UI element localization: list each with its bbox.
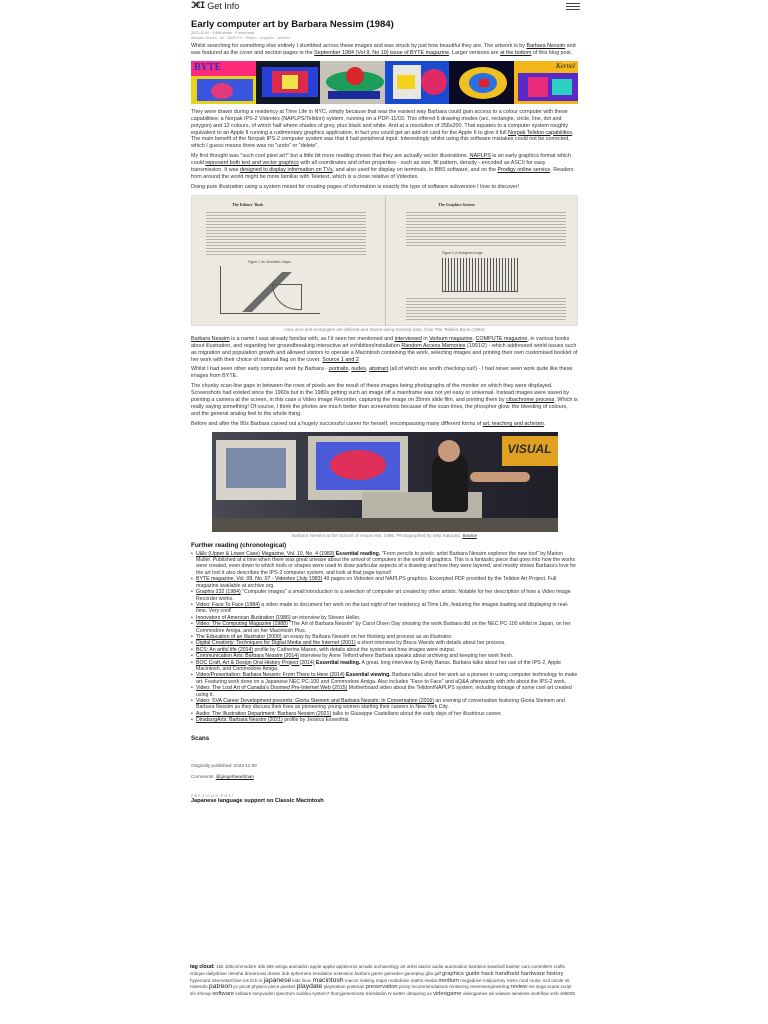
list-item: • BYTE magazine, Vol. 09, No. 07 - Videotex (July 1983) 49 pages on Videotex and NAPLPS graphics. Excerpted PDF provided by the Telidon Art Project. Full magazine available at archive.org. (191, 576, 578, 589)
list-item: • The Education of an Illustrator (2000) an essay by Barbara Nessim on her thinking and process as an illustrator. (191, 634, 578, 640)
link-portraits[interactable]: portraits (328, 366, 349, 373)
post-content (191, 19, 578, 805)
photo-caption: Barbara Nessim at the School of Visual Arts, 1986. Photographed by Seiji Kakizaki. Source (292, 532, 477, 538)
link-vector-graphics[interactable]: represent both text and vector graphics (205, 160, 299, 167)
reading-link[interactable]: Video: The Computing Magazine (1988) (196, 621, 288, 628)
reading-link[interactable]: Video: SVA Career Development presents: Gloria Steinem and Barbara Nessim: In Conversation (2016) (196, 698, 434, 704)
link-photo-source[interactable]: Source (462, 532, 477, 538)
tag-software[interactable]: software (212, 991, 235, 998)
site-brand[interactable] (191, 1, 239, 11)
paragraph-scanlines: The chunky scan-line gaps in between the rows of pixels are the result of these images being photographs of the monitor on which they were displayed. Screenshots had existed since the 1960s but in the 1980s getting such an image off a mainframe was not yet easy or universal. Instead images were saved by pointing a camera at the screen, in this case a Video Image Recorder, capturing the image on 35mm slide film, and printing them by cibachrome process. Which is really saying something! Of course, I think the photos are much better than screenshots because of the scan-lines, the phosphor glow, the bleeding of colours, and the general analog feel to the whole thing. (191, 383, 578, 417)
reading-link[interactable]: BCS: An artful life (2014) (196, 646, 254, 653)
tag-list[interactable]: videogames wii wiiware windows workflow xmb x68000 (462, 991, 576, 997)
intro-paragraph: Whilst searching for something else entirely I stumbled across these images and was struck by just how beautiful they are. The artwork is by Barbara Nessim and was featured as the cover and section pages in the September 1984 (Vol 9, No 10) issue of BYTE magazine. Larger versions are at the bottom of this blog post. (191, 43, 576, 56)
site-logo: Ɔ€I (191, 1, 205, 11)
paragraph-career: Before and after the 80s Barbara carved out a hugely successful career for herself, encompassing many different forms of art, teaching and activism. (191, 420, 546, 427)
list-item: • Communication Arts: Barbara Nessim (2014) interview by Anne Telford where Barbara speaks about archiving and keeping her work fresh. (191, 653, 578, 659)
list-item: • BCS: An artful life (2014) profile by Catherine Mason, with details about the system and how images were output. (191, 647, 578, 653)
list-item: • Graphis 232 (1984) "Computer images" a small introduction to a selection of computer art created by other artists. Notable for her description of how a Video Image Recorder works. (191, 589, 578, 602)
spread-right-heading: The Graphics System (438, 201, 475, 207)
thumbnail-4[interactable] (385, 61, 450, 104)
reading-link[interactable]: Innovators of American Illustration (1986) (196, 614, 291, 621)
tag-list[interactable]: kids linux (292, 977, 312, 983)
thumbnail-kernel[interactable]: Kernel (514, 61, 579, 104)
tag-review[interactable]: review (510, 984, 528, 991)
tag-list[interactable]: hypercard internetarchive ios itch.io (190, 977, 263, 983)
post-title: Early computer art by Barbara Nessim (1984) (191, 19, 394, 30)
link-abstract[interactable]: abstract (369, 366, 389, 373)
spread-left-figure-caption: Figure 1: An Geometric Shape (248, 259, 291, 264)
reading-link[interactable]: Graphis 232 (1984) (196, 589, 241, 596)
tag-cloud (190, 964, 578, 998)
tag-list[interactable]: solitaire sonyvaden spectrum sudoku system7 thonyjamesmoto translation tv twitter ultrapong ux (235, 991, 432, 997)
tag-list[interactable]: piece pixelart (268, 984, 296, 990)
tag-list[interactable]: playstation postman (323, 984, 365, 990)
nessim-photo[interactable] (212, 432, 558, 532)
menu-icon[interactable] (566, 3, 580, 10)
thumbnail-5[interactable] (449, 61, 514, 104)
link-naplps[interactable]: NAPLPS (469, 153, 491, 160)
reading-link[interactable]: Digital Creativity: Techniques for Digital Media and the Internet (2001) (196, 640, 356, 647)
telidon-book-spread[interactable] (191, 195, 578, 326)
reading-link[interactable]: BOC Craft, Art & Design Oral History Project (2014) (196, 659, 315, 666)
spread-left-heading: The Editors' Book (232, 201, 264, 207)
link-at-the-bottom[interactable]: at the bottom (499, 49, 532, 56)
link-barbara-nessim-2[interactable]: Barbara Nessim (191, 335, 230, 342)
tag-macintosh[interactable]: macintosh (312, 976, 344, 984)
link-art-teaching-activism[interactable]: art, teaching and activism (482, 420, 544, 427)
link-random-access-memories[interactable]: Random Access Memories (401, 342, 466, 349)
scans-heading: Scans (191, 734, 210, 742)
previous-post-link[interactable]: Japanese language support on Classic Macintosh (191, 798, 324, 804)
tag-preservation[interactable]: preservation (365, 984, 398, 991)
reading-link[interactable]: Video: The Lost Art of Canada's Doomed Pre-Internet Web (2015) (196, 685, 348, 692)
further-reading-list (191, 551, 578, 724)
list-item: • Innovators of American Illustration (1986) an interview by Steven Heller. (191, 615, 578, 621)
list-item: • Video/Presentation: Barbara Nessim: From There to Here (2014) Essential viewing. Barbara talks about her work as a pioneer in using computer technology to make art. Featuring work done on a Japanese NEC PC-100 and Commodore Amiga. Also includes "Face to Face" and aQ&A afterwards with info about the IPS-2 work. (191, 672, 578, 685)
photo-screen-text: VISUAL (507, 441, 552, 456)
spread-caption: How arcs and rectangles are defined and stored using minimal data, from The Telidon Book (1984) (284, 326, 485, 332)
tag-list[interactable]: pc pico8 physics (233, 984, 267, 990)
reading-link[interactable]: Video/Presentation: Barbara Nessim: From There to Here (2014) (196, 672, 345, 679)
originally-published: Originally published: 2023-11-09 (191, 763, 257, 769)
link-norpak-telidon[interactable]: Norpak Telidon capabilities (508, 129, 573, 136)
paragraph-familiar: Barbara Nessim is a name I was already familiar with, as I'd seen her mentioned and interviewed in Verbum magazine, COMPUTE magazine, in various books about illustration, and regarding her groundbreaking interactive art exhibition/installation Random Access Memories (1991/2) - which addressed world issues such as migration and population growth and allowed visitors to operate a Macintosh containing the work, selecting images and printing their own customised booklet of her work with their choice of national flag on the cover. Source 1 and 2 (191, 335, 578, 363)
reading-link[interactable]: The Education of an Illustrator (2000) (196, 633, 282, 640)
comments-line: Comments: @gingerbeardman (191, 774, 254, 780)
link-nudes[interactable]: nudes (351, 366, 366, 373)
link-sources[interactable]: Source 1 and 2 (322, 356, 359, 363)
paragraph-residency: They were drawn during a residency at Time Life in NYC, simply because that was the easiest way Barbara could gain access to a colour computer with these capabilities: a Norpak IPS-2 Videotex (NAPLPS/Telidon) system, running on a PDP-11/03. This offered 6 drawing modes (arc, rectangle, circle, line, dot and polygon) and 12 colours, of which half where shades of grey, plus black and white. And at a resolution of 256x200. That equates to a computer system roughly equivalent to an Apple II running a rudimentary graphics application, in fact you could get an add-on card for the Apple II to give it full Norpak Telidon capabilities. The main benefit of the Norpak IPS-2 computer system was that it had peripheral input. Interestingly whilst using this software mistakes could not be corrected, which I guess means there was no "undo" or "delete". (191, 108, 574, 150)
link-byte-issue[interactable]: September 1984 (Vol 9, No 10) issue of BYTE magazine (314, 49, 450, 56)
reading-link[interactable]: Communication Arts: Barbara Nessim (2014) (196, 653, 299, 660)
tag-group[interactable]: graphics guide hack handheld hardware history (442, 970, 564, 977)
reading-link[interactable]: Video: Face To Face (1984) (196, 601, 260, 608)
list-item: • Video: The Lost Art of Canada's Doomed Pre-Internet Web (2015) Motherboard video about the Telidon/NAPLPS system, including footage of some cool art created using it. (191, 685, 578, 698)
tag-playdate[interactable]: playdate (296, 983, 323, 991)
link-cibachrome[interactable]: cibachrome process (506, 397, 555, 404)
tag-japanese[interactable]: japanese (263, 976, 292, 984)
spread-right-figure-caption: Figure 2: A Histogram Image (442, 250, 483, 255)
tag-list[interactable]: 1bit 1bitcommodore 3ds 68k amiga animation apple applei apptivoros arcade archaeology art artist atariot audio automation bambion baseball basher cars controllers crafts critique dailydriver densha dreamcast dream dub ephemera emulation extension fanbom game gamedev gameplay gba gdf (190, 964, 565, 976)
further-reading-heading: Further reading (chronological) (191, 541, 287, 549)
previous-post-label: PREVIOUS POST (191, 794, 236, 798)
paragraph-other-work: Whilst I had seen other early computer work by Barbara - portraits, nudes, abstract (all of which are worth checking out!) - I had never seen work quite like these images from BYTE. (191, 366, 573, 380)
list-item: • Audio: The Illustration Department: Barbara Nessim (2021) talks to Giuseppe Castellano about the early days of her illustrious career. (191, 711, 578, 717)
tag-list[interactable]: reverseengineering (469, 984, 510, 990)
thumbnail-3[interactable] (320, 61, 385, 104)
divider: -- (191, 757, 195, 763)
divider: -- (191, 768, 195, 774)
thumbnail-byte-cover[interactable]: BYTE (191, 61, 256, 104)
list-item: • Video: SVA Career Development presents: Gloria Steinem and Barbara Nessim: In Conversation (2016) an evening of conversation featuring Gloria Steinem and Barbara Nessim as they discuss their lives as pioneering young women starting their careers in New York City. (191, 698, 578, 711)
link-verbum[interactable]: Verbum magazine (429, 335, 473, 342)
reading-link[interactable]: Audio: The Illustration Department: Barbara Nessim (2021) (196, 710, 332, 717)
byte-thumbnails (191, 61, 578, 104)
post-categories: Barbara Nessim · Art · NAPLPS · Telidon · Graphics · Women (191, 36, 290, 40)
paragraph-subversion: Doing pure illustration using a system meant for creating pages of information is exactly the type of software subversion I love to discover! (191, 183, 520, 190)
reading-link[interactable]: BYTE magazine, Vol. 09, No. 07 - Videotex (July 1983) (196, 576, 323, 583)
reading-link[interactable]: DinaburgArts: Barbara Nessim (2021) (196, 717, 283, 724)
paragraph-naplps: My first thought was "such cool pixel art!" but a little bit more reading shows that they are actually vector illustrations. NAPLPS is an early graphics format which could represent both text and vector graphics with all coordinates and other properties - such as size, fill pattern, density - encoded as ASCII for easy transmission. It was designed to display information on TVs, and also used for display on terminals, in BBS software, and on the Prodigy online service. Readers from around the world might be more familiar with Teletext, which is a close relative of Videotex. (191, 153, 574, 180)
link-tvs[interactable]: designed to display information on TVs (239, 167, 333, 174)
list-item: • U&lc (Upper & Lower Case) Magazine, Vol. 10, No. 4 (1983) Essential reading. "From pencils to pixels: artist Barbara Nessim explores the new tool" by Marion Muller. Published at a time when there was great unease about the arrival of computers in the world of graphics. This is a fantastic piece that goes into how the works were created, even down to which tools or shapes were used to draw particular aspects of a drawing and how they were layered, and mostly shows Barbara's love for the art tool it also describes the IPS-2 computer system, and look at that page layout! (191, 551, 578, 577)
list-item: • BOC Craft, Art & Design Oral History Project (2014) Essential reading. A great, long interview by Emily Banas. Barbara talks about her use of the IPS-2, Apple Macintosh, and Commodore Amiga. (191, 660, 578, 673)
tag-list[interactable]: megadrive midjourney mimo mod music ncd nicole nit nintendo (190, 977, 570, 990)
thumbnail-2[interactable] (256, 61, 321, 104)
comments-handle-link[interactable]: @gingerbeardman (215, 774, 254, 780)
site-name: Get Info (207, 1, 240, 11)
list-item: • DinaburgArts: Barbara Nessim (2021) profile by Jessica Essenthal. (191, 717, 578, 723)
tag-list[interactable]: rss sega scans script sfx shmup (190, 984, 572, 997)
tag-cloud-label: tag cloud: (190, 964, 215, 970)
tag-videogame[interactable]: videogame (433, 991, 462, 998)
tag-medium[interactable]: medium (438, 977, 459, 984)
link-barbara-nessim[interactable]: Barbara Nessim (526, 43, 566, 49)
tag-patreon[interactable]: patreon (208, 983, 232, 991)
link-interviewed[interactable]: interviewed (394, 335, 422, 342)
top-bar (0, 0, 768, 13)
list-item: • Video: The Computing Magazine (1988) "The Art of Barbara Nessim" by Carol Olsen Day showing the work Barbara did on the NEC PC-100 whilst in Japan, on her Commodore Amiga, and on her Macintosh Plus. (191, 621, 578, 634)
link-compute[interactable]: COMPUTE magazine (475, 335, 528, 342)
post-footer-meta (191, 758, 578, 780)
link-prodigy[interactable]: Prodigy online service (497, 167, 551, 174)
reading-link[interactable]: U&lc (Upper & Lower Case) Magazine, Vol. 10, No. 4 (1983) (196, 550, 335, 557)
list-item: • Digital Creativity: Techniques for Digital Media and the Internet (2001) a short interview by Bruce Wands with details about her process. (191, 640, 578, 646)
post-meta: 2023-11-09 · 3,868 words · 9 mins read (191, 31, 254, 35)
tag-list[interactable]: macos making maps markdown maths media (344, 977, 438, 983)
list-item: • Video: Face To Face (1984) a video made to document her work on the last night of her residency at Time Life, featuring the images loading and displaying in real-time. Very cool! (191, 602, 578, 615)
tag-list[interactable]: proxy recommendations rendering (398, 984, 469, 990)
